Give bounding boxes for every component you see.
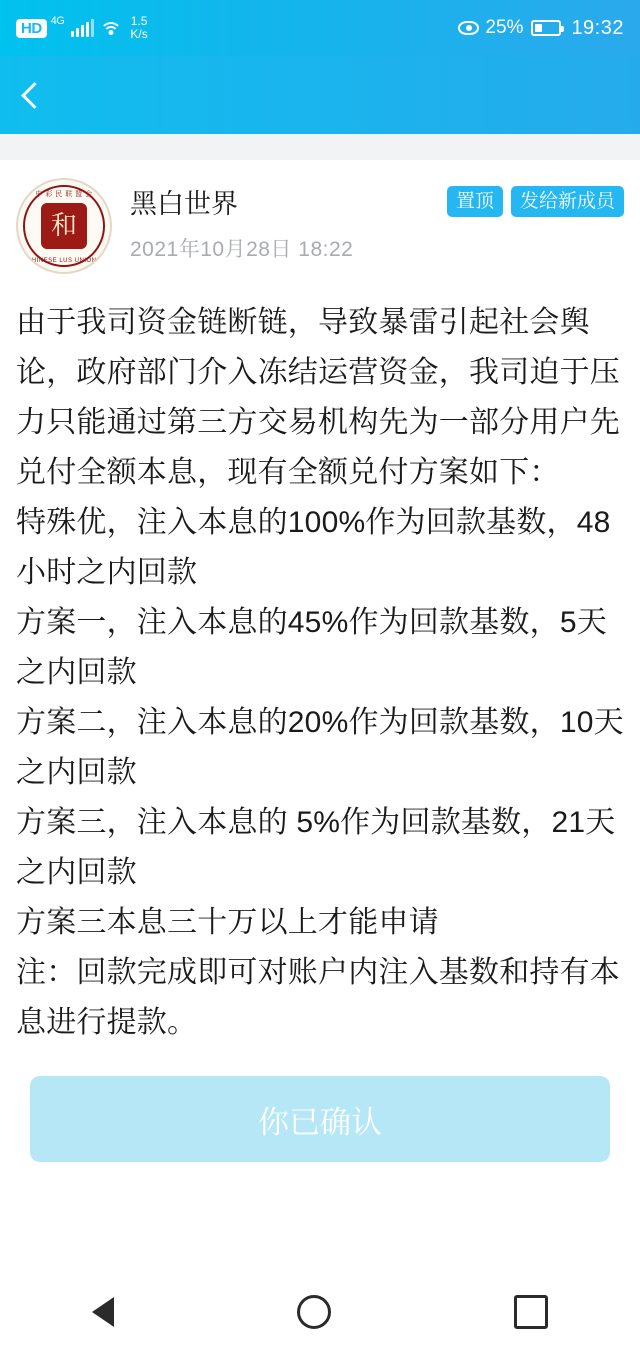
nav-back-icon[interactable] — [92, 1297, 114, 1327]
signal-bars-icon — [71, 19, 94, 37]
post-card — [0, 160, 640, 274]
tag-pinned[interactable]: 置顶 — [447, 186, 503, 217]
avatar-emblem: 和 — [41, 203, 87, 249]
app-bar — [0, 56, 640, 134]
wifi-icon — [101, 20, 121, 36]
avatar-top-text: 中 彩 民 联 盟 会 — [35, 191, 93, 198]
post-timestamp: 2021年10月28日 18:22 — [130, 238, 354, 261]
back-arrow-icon[interactable] — [14, 78, 48, 112]
clock-label: 19:32 — [571, 16, 624, 39]
network-type-label: 4G — [50, 15, 65, 27]
hd-badge: HD — [16, 19, 47, 38]
post-body — [0, 274, 640, 1048]
post-paragraph: 特殊优，注入本息的100%作为回款基数，48小时之内回款 — [16, 506, 611, 589]
tag-send-to-new-members[interactable]: 发给新成员 — [511, 186, 624, 217]
post-paragraph: 方案三，注入本息的 5%作为回款基数，21天之内回款 — [16, 806, 616, 889]
post-paragraph: 注：回款完成即可对账户内注入基数和持有本息进行提款。 — [16, 956, 620, 1039]
content-gap-divider — [0, 134, 640, 160]
post-tags — [447, 186, 624, 217]
eye-icon — [458, 21, 479, 35]
post-paragraph: 方案一，注入本息的45%作为回款基数，5天之内回款 — [16, 606, 607, 689]
android-nav-bar — [0, 1273, 640, 1351]
status-bar-left — [16, 15, 148, 41]
battery-icon — [531, 20, 561, 36]
network-speed — [130, 15, 147, 41]
post-meta — [130, 178, 624, 263]
nav-home-icon[interactable] — [297, 1295, 331, 1329]
post-paragraph: 方案三本息三十万以上才能申请 — [16, 906, 439, 939]
author-name: 黑白世界 — [130, 189, 238, 219]
avatar[interactable] — [16, 178, 112, 274]
post-paragraph: 方案二，注入本息的20%作为回款基数，10天之内回款 — [16, 706, 624, 789]
post-header — [16, 178, 624, 274]
network-speed-value: 1.5 — [130, 14, 148, 28]
battery-percent-label: 25% — [485, 17, 524, 38]
status-bar-right — [458, 17, 624, 40]
network-speed-unit: K/s — [130, 27, 148, 41]
post-meta-top-row — [130, 182, 624, 221]
avatar-bottom-text: CHINESE LUS UNIONS — [26, 258, 101, 264]
confirm-button-container — [0, 1048, 640, 1162]
status-bar — [0, 0, 640, 56]
post-paragraph: 由于我司资金链断链，导致暴雷引起社会舆论，政府部门介入冻结运营资金，我司迫于压力只能通过第三方交易机构先为一部分用户先兑付全额本息，现有全额兑付方案如下： — [16, 306, 620, 489]
nav-recents-icon[interactable] — [514, 1295, 548, 1329]
confirm-button[interactable]: 你已确认 — [30, 1076, 610, 1162]
